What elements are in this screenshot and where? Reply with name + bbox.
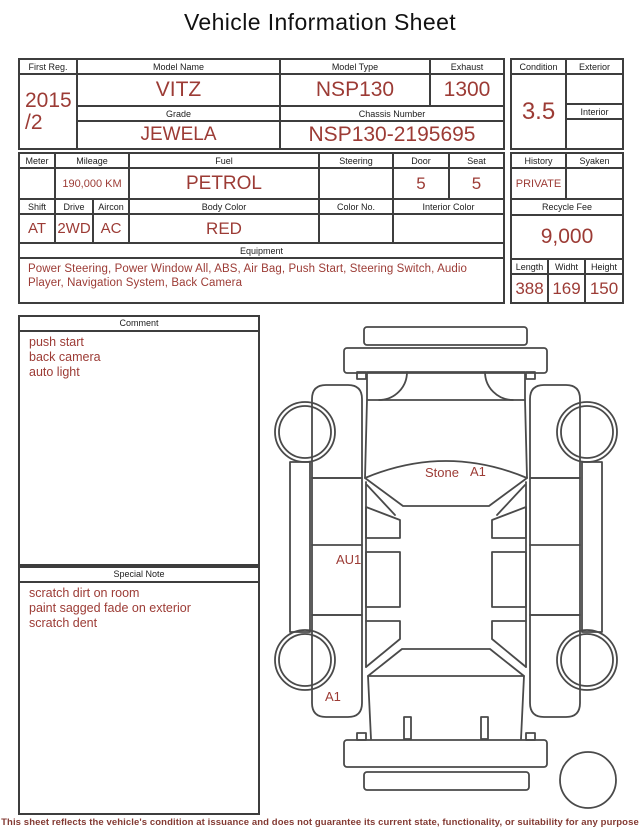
c-pillar-right (492, 621, 526, 667)
height-label: Height (585, 259, 623, 274)
front-wheel-left (275, 402, 335, 462)
equipment-label: Equipment (19, 243, 504, 258)
front-wheel-right-inner (561, 406, 613, 458)
rear-fender-right (530, 615, 580, 717)
comment-box (18, 315, 260, 566)
mileage-label: Mileage (55, 153, 129, 168)
page-title: Vehicle Information Sheet (183, 9, 457, 35)
condition-panel (510, 58, 624, 150)
exterior-label: Exterior (566, 59, 623, 74)
model-type-value: NSP130 (280, 74, 430, 106)
syaken-label: Syaken (566, 153, 623, 168)
fuel-value: PETROL (129, 168, 319, 199)
door-value: 5 (393, 168, 449, 199)
seat-label: Seat (449, 153, 504, 168)
condition-label: Condition (511, 59, 566, 74)
door-label: Door (393, 153, 449, 168)
height-value: 150 (585, 274, 623, 303)
color-no-value (319, 214, 393, 243)
front-bumper-top-strip (364, 327, 527, 345)
front-fender-left (312, 385, 362, 478)
first-reg-value (19, 74, 77, 149)
model-name-value: VITZ (77, 74, 280, 106)
comment-label: Comment (20, 317, 258, 332)
model-type-label: Model Type (280, 59, 430, 74)
color-no-label: Color No. (319, 199, 393, 214)
quarter-window-left (366, 507, 400, 538)
body-color-value: RED (129, 214, 319, 243)
grade-value: JEWELA (77, 121, 280, 149)
front-fender-right (530, 385, 580, 478)
comment-line: push start (29, 335, 84, 349)
history-label: History (511, 153, 566, 168)
aircon-label: Aircon (93, 199, 129, 214)
steering-label: Steering (319, 153, 393, 168)
interior-color-value (393, 214, 504, 243)
chassis-number-value: NSP130-2195695 (280, 121, 504, 149)
doors-right (530, 478, 580, 615)
rear-bumper-tab-right (526, 733, 535, 740)
condition-value: 3.5 (511, 74, 566, 149)
c-pillar-left (366, 621, 400, 667)
special-note-line: paint sagged fade on exterior (29, 600, 191, 615)
recycle-fee-label: Recycle Fee (511, 199, 623, 215)
first-reg-month: /2 (25, 110, 43, 134)
quarter-window-right (492, 507, 526, 538)
comment-line: auto light (29, 364, 80, 379)
rear-bumper-bottom-strip (364, 772, 529, 790)
aircon-value: AC (93, 214, 129, 243)
shift-value: AT (19, 214, 55, 243)
exterior-value (566, 74, 623, 104)
windshield-grade-label: A1 (470, 464, 486, 479)
steering-value (319, 168, 393, 199)
chassis-number-label: Chassis Number (280, 106, 504, 121)
rear-window (368, 649, 524, 676)
comment-line: back camera (29, 349, 101, 364)
meter-label: Meter (19, 153, 55, 168)
door-window-left (366, 552, 400, 607)
equipment-text: Power Steering, Power Window All, ABS, Air Bag, Push Start, Steering Switch, Audio Player, Navigation System, Back Camera (19, 258, 504, 303)
spare-tire (560, 752, 616, 808)
body-color-label: Body Color (129, 199, 319, 214)
hood-edge-right (525, 400, 527, 478)
front-wheelhouse-arc-right (485, 372, 513, 400)
drive-value: 2WD (55, 214, 93, 243)
exhaust-value: 1300 (430, 74, 504, 106)
seat-value: 5 (449, 168, 504, 199)
syaken-value (566, 168, 623, 199)
rear-bumper-tab-left (357, 733, 366, 740)
rear-wheel-right (557, 630, 617, 690)
special-note-line: scratch dent (29, 615, 98, 630)
registration-table (18, 58, 505, 150)
front-panel (367, 372, 525, 400)
rocker-panel-right (582, 462, 602, 632)
rear-wheel-left (275, 630, 335, 690)
left-rear-fender-mark-label: A1 (325, 689, 341, 704)
model-name-label: Model Name (77, 59, 280, 74)
front-wheelhouse-arc-left (379, 372, 407, 400)
width-label: Widht (548, 259, 585, 274)
trunk-slot-right (481, 717, 488, 739)
history-value: PRIVATE (511, 168, 566, 199)
length-label: Length (511, 259, 548, 274)
hood-edge-left (365, 400, 367, 478)
width-value: 169 (548, 274, 585, 303)
disclaimer-text: This sheet reflects the vehicle's condition at issuance and does not guarantee its current state, functionality, or suitability for any purpose (1, 817, 639, 828)
trunk-sides (368, 676, 524, 739)
meter-value (19, 168, 55, 199)
special-note-line: scratch dirt on room (29, 586, 140, 600)
rear-wheel-right-inner (561, 634, 613, 686)
shift-label: Shift (19, 199, 55, 214)
rear-bumper (344, 740, 547, 767)
length-value: 388 (511, 274, 548, 303)
doors-left (312, 478, 362, 615)
specs-table (18, 152, 505, 304)
interior-value (566, 119, 623, 149)
front-wheel-right (557, 402, 617, 462)
grade-label: Grade (77, 106, 280, 121)
rear-wheel-left-inner (279, 634, 331, 686)
windshield-stone-label: Stone (425, 465, 459, 480)
car-damage-diagram (262, 315, 640, 815)
front-wheel-left-inner (279, 406, 331, 458)
recycle-fee-value: 9,000 (511, 215, 623, 259)
trunk-slot-left (404, 717, 411, 739)
left-door-mark-label: AU1 (336, 552, 362, 567)
door-window-right (492, 552, 526, 607)
mileage-value: 190,000 KM (55, 168, 129, 199)
interior-color-label: Interior Color (393, 199, 504, 214)
front-bumper (344, 348, 547, 373)
fuel-label: Fuel (129, 153, 319, 168)
exhaust-label: Exhaust (430, 59, 504, 74)
first-reg-year: 2015 (25, 88, 72, 112)
rocker-panel-left (290, 462, 310, 632)
first-reg-label: First Reg. (19, 59, 77, 74)
drive-label: Drive (55, 199, 93, 214)
history-panel (510, 152, 624, 304)
special-note-box (18, 566, 260, 815)
special-note-label: Special Note (20, 568, 258, 583)
interior-label: Interior (566, 104, 623, 119)
